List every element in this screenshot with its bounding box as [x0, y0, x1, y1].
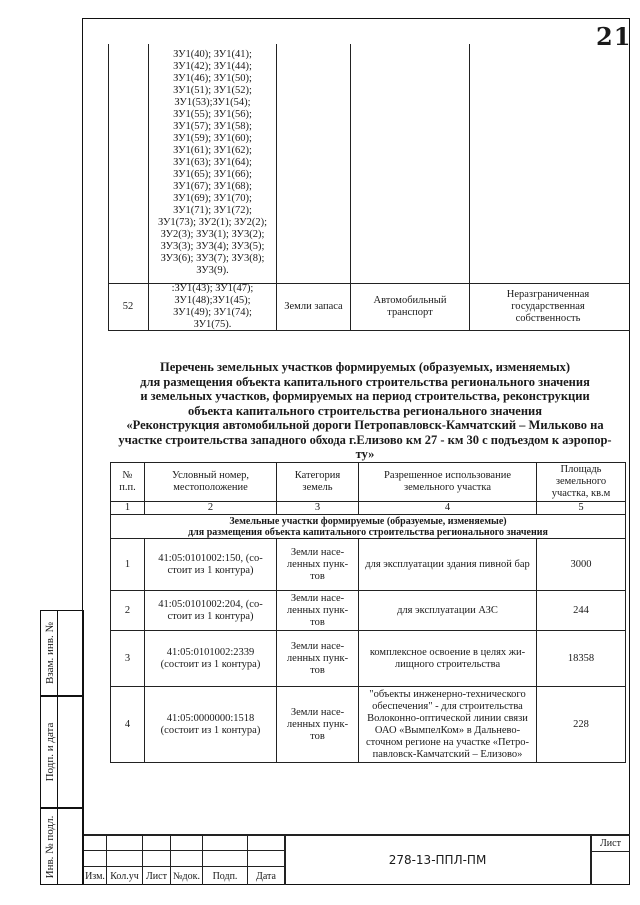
side-label-inv-podl: Инв. № подл. — [44, 815, 56, 878]
cell-line: стоит из 1 контура) — [167, 564, 254, 576]
cell-line: павловск-Камчатский – Елизово» — [372, 748, 523, 760]
continuation-line: ЗУ1(40); ЗУ1(41); — [173, 49, 252, 60]
header-area: Площадь земельного участка, кв.м — [551, 464, 611, 499]
cell-line: ленных пунк- — [286, 652, 349, 664]
cell-line: Земли насе- — [290, 592, 345, 604]
cell-num: 4 — [124, 718, 131, 730]
continuation-line: ЗУ1(57); ЗУ1(58); — [173, 121, 252, 132]
continuation-line: ЗУ1(73); ЗУ2(1); ЗУ2(2); — [157, 217, 268, 228]
cell-category — [277, 687, 358, 762]
cell-line: тов — [310, 730, 325, 742]
cell-line: сточном регионе на участке «Петро- — [366, 736, 529, 748]
header-number-4: 4 — [444, 502, 451, 513]
side-stamp-zam-inv — [40, 610, 84, 696]
header-use: Разрешенное использование земельного участка — [384, 470, 511, 493]
continuation-line: ЗУ1(61); ЗУ1(62); — [173, 145, 252, 156]
row52-num: 52 — [122, 301, 134, 312]
continuation-line: ЗУ1(69); ЗУ1(70); — [173, 193, 252, 204]
continuation-line: ЗУ1(46); ЗУ1(50); — [173, 73, 252, 84]
heading-line: ту» — [355, 447, 375, 461]
header-number-2: 2 — [207, 502, 214, 513]
continuation-line: ЗУ1(71); ЗУ1(72); — [173, 205, 252, 216]
cell-line: тов — [310, 570, 325, 582]
cell-line: Земли насе- — [290, 546, 345, 558]
heading-line: и земельных участков, формируемых на период строительства, реконструкции — [140, 389, 590, 403]
continuation-line: ЗУ1(67); ЗУ1(68); — [173, 181, 252, 192]
side-label-zam-inv: Взам. инв. № — [44, 622, 56, 684]
cell-line: ленных пунк- — [286, 558, 349, 570]
heading-line: «Реконструкция автомобильной дороги Петропавловск-Камчатский – Мильково на — [126, 418, 604, 432]
stamp-col-data: Дата — [256, 870, 276, 882]
cell-line: "объекты инженерно-технического — [369, 688, 526, 700]
cell-num: 3 — [124, 652, 131, 664]
document-code: 278-13-ППЛ-ПМ — [388, 853, 487, 867]
continuation-line: ЗУ1(55); ЗУ1(56); — [173, 109, 252, 120]
stamp-col-kol-uch: Кол.уч — [110, 870, 139, 882]
cell-line: (состоит из 1 контура) — [160, 724, 261, 736]
side-label-podp-data: Подп. и дата — [44, 722, 56, 782]
cell-line: ОАО «ВымпелКом» в Дальнево- — [374, 724, 521, 736]
cell-use — [359, 687, 536, 762]
cell-category — [277, 631, 358, 686]
section-title — [111, 515, 625, 538]
header-number-3: 3 — [314, 502, 321, 513]
section-title-line: Земельные участки формируемые (образуемые, изменяемые) — [229, 515, 507, 527]
row52-category: Земли запаса — [284, 301, 343, 312]
continuation-line: ЗУ2(3); ЗУ3(1); ЗУ3(2); — [160, 229, 265, 240]
header-category: Категория земель — [294, 470, 341, 493]
row52-parcel-line: ЗУ1(49); ЗУ1(74); — [173, 307, 252, 318]
row52-use: Автомобильный транспорт — [373, 295, 447, 318]
stamp-col-izm: Изм. — [85, 870, 105, 882]
sheet-label: Лист — [600, 837, 621, 849]
cell-line: 41:05:0000000:1518 — [166, 712, 255, 724]
cell-line: 41:05:0101002:204, (со- — [158, 598, 263, 610]
cell-line: 41:05:0101002:2339 — [166, 646, 255, 658]
cell-line: тов — [310, 616, 325, 628]
cell-line: комплексное освоение в целях жи- — [369, 646, 526, 658]
stamp-col-podp: Подп. — [212, 870, 238, 882]
side-stamp-inv-podl — [40, 808, 84, 885]
heading-line: объекта капитального строительства регионального значения — [188, 403, 542, 418]
section-title-line: для размещения объекта капитального строительства регионального значения — [188, 526, 548, 538]
heading-line: для размещения объекта капитального строительства регионального значения — [140, 374, 590, 389]
row52-parcel-line: ЗУ1(75). — [193, 319, 232, 330]
cell-use — [359, 631, 536, 686]
stamp-col-nodok: №док. — [173, 870, 200, 882]
row52-ownership: Неразграниченная государственная собственность — [506, 289, 590, 324]
cell-num: 1 — [124, 558, 131, 570]
cell-line: для эксплуатации АЗС — [397, 604, 498, 616]
continuation-line: ЗУ1(63); ЗУ1(64); — [173, 157, 252, 168]
cell-use — [359, 539, 536, 590]
continuation-line: ЗУ1(51); ЗУ1(52); — [173, 85, 252, 96]
cell-parcel — [145, 631, 276, 686]
stamp-col-list: Лист — [146, 870, 167, 882]
cell-category — [277, 539, 358, 590]
cell-parcel — [145, 539, 276, 590]
continuation-line: ЗУ1(65); ЗУ1(66); — [173, 169, 252, 180]
side-stamp-podp-data — [40, 696, 84, 808]
continuation-parcels — [149, 44, 276, 282]
cell-line: ленных пунк- — [286, 604, 349, 616]
cell-num: 2 — [124, 604, 131, 616]
cell-line: лищного строительства — [394, 658, 501, 670]
cell-line: Земли насе- — [290, 706, 345, 718]
heading-line: участке строительства западного обхода г.Елизово км 27 - км 30 с подъездом к аэропор- — [118, 432, 612, 447]
cell-line: 41:05:0101002:150, (со- — [158, 552, 263, 564]
cell-area: 18358 — [567, 652, 595, 664]
cell-line: ленных пунк- — [286, 718, 349, 730]
cell-line: Волоконно-оптической линии связи — [367, 712, 528, 724]
cell-line: для эксплуатации здания пивной бар — [365, 558, 530, 570]
cell-area: 244 — [573, 604, 589, 616]
cell-category — [277, 591, 358, 630]
cell-area: 228 — [573, 718, 589, 730]
cell-line: тов — [310, 664, 325, 676]
cell-line: (состоит из 1 контура) — [160, 658, 261, 670]
continuation-line: ЗУ3(9). — [196, 265, 229, 276]
cell-use — [359, 591, 536, 630]
row52-parcel-line: :ЗУ1(43); ЗУ1(47); — [171, 283, 254, 294]
cell-line: обеспечения" - для строительства — [372, 700, 523, 712]
header-number-1: 1 — [124, 502, 131, 513]
row52-parcel-line: ЗУ1(48);ЗУ1(45); — [174, 295, 251, 306]
continuation-line: ЗУ3(6); ЗУ3(7); ЗУ3(8); — [160, 253, 265, 264]
row52-parcels — [149, 284, 276, 330]
continuation-line: ЗУ3(3); ЗУ3(4); ЗУ3(5); — [160, 241, 265, 252]
section-heading — [100, 360, 630, 462]
cell-line: стоит из 1 контура) — [167, 610, 254, 622]
header-num: № п.п. — [119, 470, 136, 493]
continuation-line: ЗУ1(59); ЗУ1(60); — [173, 133, 252, 144]
cell-parcel — [145, 687, 276, 762]
header-parcel: Условный номер, местоположение — [171, 470, 250, 493]
page-number: 21 — [596, 22, 632, 51]
cell-area: 3000 — [570, 558, 592, 570]
continuation-line: ЗУ1(42); ЗУ1(44); — [173, 61, 252, 72]
cell-line: Земли насе- — [290, 640, 345, 652]
header-number-5: 5 — [578, 502, 584, 513]
heading-line: Перечень земельных участков формируемых (образуемых, изменяемых) — [159, 360, 571, 374]
cell-parcel — [145, 591, 276, 630]
continuation-line: ЗУ1(53);ЗУ1(54); — [174, 97, 251, 108]
